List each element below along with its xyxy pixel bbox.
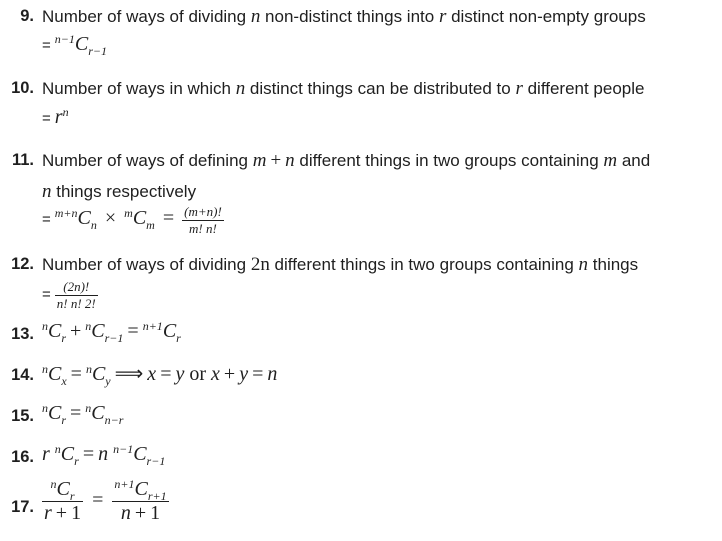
item-11-text-1: Number of ways of defining	[42, 151, 253, 170]
item-16-formula: r $^nC_r = n$ $^{n-1}C_{r-1}$	[42, 442, 166, 468]
item-11-text-line2	[42, 181, 196, 203]
item-11-text-2: different things in two groups containing	[294, 151, 604, 170]
item-11-var-m: m	[252, 150, 267, 171]
item-12-text-2: different things in two groups containing	[269, 255, 579, 274]
item-10-text	[42, 78, 644, 100]
item-11-var-m2: m	[603, 150, 618, 171]
item-11-plus: +	[270, 150, 282, 171]
item-14-or: or	[189, 363, 207, 385]
item-10-text-1: Number of ways in which	[42, 79, 236, 98]
item-number-16: 16.	[11, 448, 34, 466]
item-9-text-2: non-distinct things into	[260, 7, 439, 26]
item-10-var-r: r	[515, 78, 523, 99]
item-12-var-2n	[251, 254, 270, 275]
item-number-9: 9.	[20, 7, 34, 25]
item-9-text	[42, 6, 646, 28]
item-17-formula: $\frac{^nC_r}{r + 1}$ = $\frac{^{n+1}C_{r+1}}{n + 1}$	[44, 477, 167, 524]
item-9-text-3: distinct non-empty groups	[446, 7, 646, 26]
item-10-var-n: n	[235, 78, 246, 99]
item-14-formula: $^nC_x = ^nC_y$ ⟹ x = y or x + y = n	[42, 362, 278, 388]
item-11-var-n: n	[285, 150, 295, 171]
item-12-formula: = $\frac{(2n)!}{n! n! 2!}$	[42, 279, 96, 311]
item-number-11: 11.	[11, 151, 34, 169]
item-number-15: 15.	[11, 407, 34, 425]
item-11-text	[42, 150, 650, 172]
item-12-text-1: Number of ways of dividing	[42, 255, 251, 274]
item-12-var-2n-text: 2n	[250, 254, 270, 275]
item-10-text-2: distinct things can be distributed to	[245, 79, 516, 98]
item-15-formula: $^nC_r = ^nC_{n-r}$	[42, 401, 124, 427]
item-11-text-3: and	[617, 151, 651, 170]
item-11-var-n2: n	[42, 181, 52, 202]
item-number-17: 17.	[11, 498, 34, 516]
item-number-14: 14.	[11, 366, 34, 384]
item-9-formula: = $^{n-1}C_{r-1}$	[42, 32, 107, 58]
item-10-text-3: different people	[522, 79, 645, 98]
item-12-var-n: n	[578, 254, 589, 275]
item-number-10: 10.	[11, 79, 34, 97]
item-9-var-r: r	[438, 6, 447, 27]
item-10-formula: = $r^n$	[42, 105, 69, 128]
item-13-formula: $^nC_r + ^nC_{r-1} = ^{n+1}C_r$	[42, 319, 181, 345]
item-9-var-n: n	[250, 6, 261, 27]
item-12-text-3: things	[588, 255, 639, 274]
item-12-text	[42, 254, 638, 276]
item-9-text-1: Number of ways of dividing	[42, 7, 251, 26]
item-number-13: 13.	[11, 325, 34, 343]
item-11-text-4: things respectively	[51, 182, 197, 201]
item-11-formula: = $^{m+n}C_n \times ^mC_m$ = $\frac{(m+n)!}{m! n!}$	[42, 204, 222, 236]
item-number-12: 12.	[11, 255, 34, 273]
